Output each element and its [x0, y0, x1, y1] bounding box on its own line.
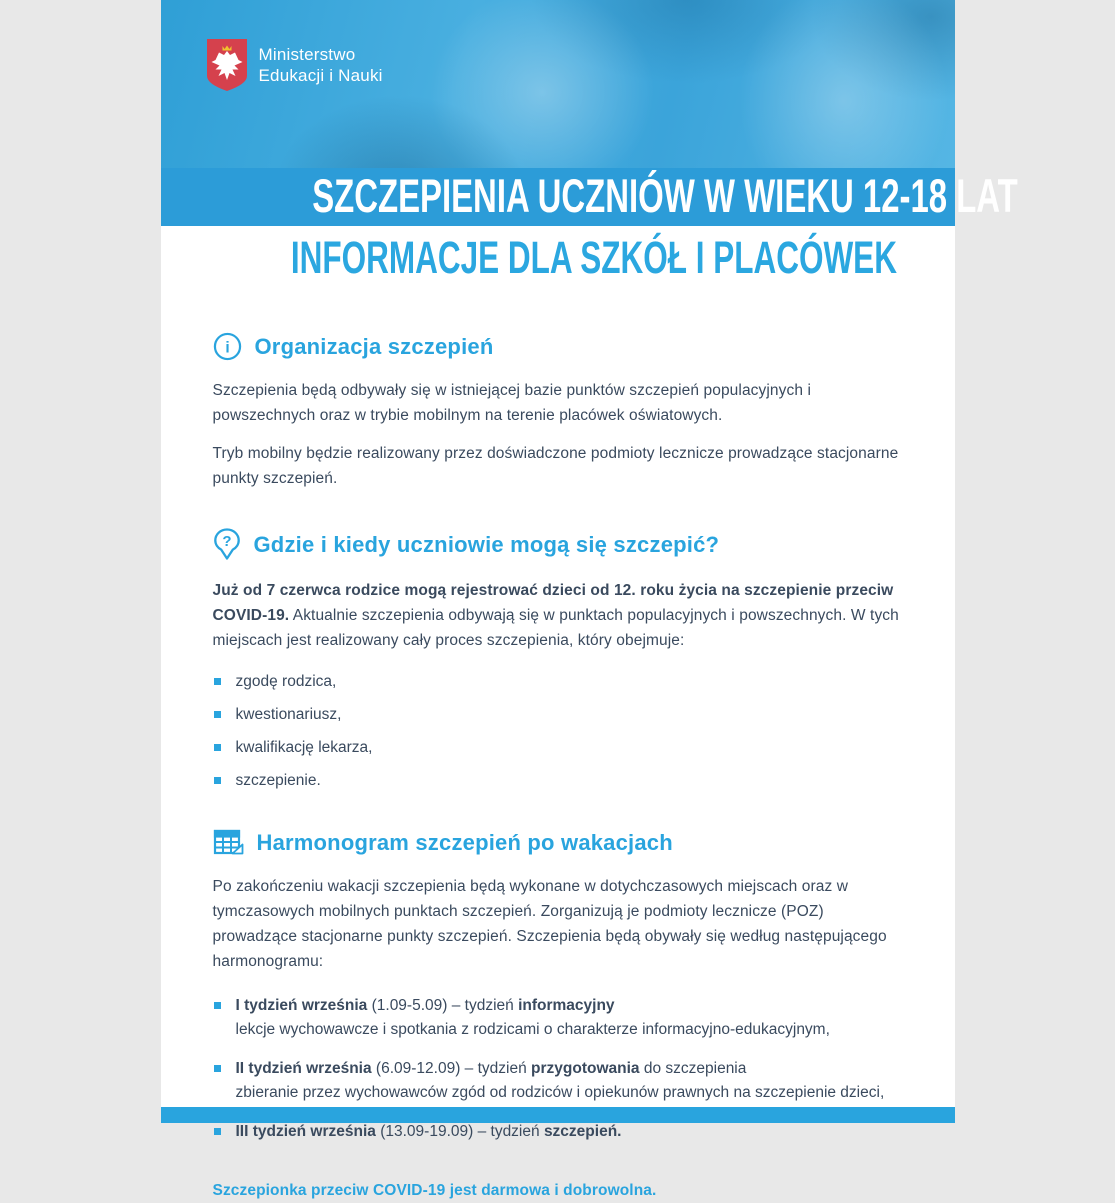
square-bullet-icon — [214, 744, 221, 751]
ministry-name — [259, 44, 383, 86]
section-gdzie-i-kiedy — [213, 528, 903, 791]
paragraph: Tryb mobilny będzie realizowany przez doświadczone podmioty lecznicze prowadzące stacjonarne punkty szczepień. — [212, 445, 899, 487]
schedule-item-line1: III tydzień września (13.09-19.09) – tydzień szczepień. — [235, 1123, 622, 1140]
section-harmonogram — [213, 828, 903, 1144]
square-bullet-icon — [214, 777, 221, 784]
list-item — [213, 738, 903, 758]
list-item — [213, 771, 903, 791]
section-heading: Gdzie i kiedy uczniowie mogą się szczepić? — [253, 531, 720, 557]
square-bullet-icon — [214, 678, 221, 685]
subtitle-band — [161, 226, 955, 288]
footer-bar — [161, 1107, 955, 1123]
closing-statement: Szczepionka przeciw COVID-19 jest darmowa i dobrowolna. — [212, 1182, 657, 1199]
info-icon — [213, 332, 242, 361]
section-harmonogram-header — [213, 828, 903, 857]
paragraph: Szczepienia będą odbywały się w istniejącej bazie punktów szczepień populacyjnych i powszechnych oraz w trybie mobilnym na terenie placówek oświatowych. — [212, 382, 811, 424]
list-item — [213, 705, 903, 725]
list-item-label: zgodę rodzica, — [235, 673, 337, 690]
svg-text:?: ? — [221, 533, 232, 550]
section-heading: Harmonogram szczepień po wakacjach — [256, 829, 673, 855]
schedule-item-line1: I tydzień września (1.09-5.09) – tydzień informacyjny — [235, 997, 615, 1014]
list-item-label: szczepienie. — [235, 772, 321, 789]
square-bullet-icon — [214, 1128, 221, 1135]
section-heading: Organizacja szczepień — [254, 333, 494, 359]
main-content — [161, 288, 955, 1203]
list-item — [213, 672, 903, 692]
ministry-logo — [206, 39, 383, 91]
schedule-item-line2: lekcje wychowawcze i spotkania z rodzicami o charakterze informacyjno-edukacyjnym, — [235, 1021, 830, 1038]
hero-photo — [161, 0, 955, 168]
paragraph-rich: Już od 7 czerwca rodzice mogą rejestrować dzieci od 12. roku życia na szczepienie przeciw COVID-19. Aktualnie szczepienia odbywają się w punktach populacyjnych i powszechnych. W tych miejscach jest realizowany cały proces szczepienia, który obejmuje: — [212, 582, 899, 649]
page-subtitle: INFORMACJE DLA SZKÓŁ I PLACÓWEK — [290, 232, 897, 283]
polish-eagle-emblem-icon — [206, 39, 248, 91]
ministry-name-line2: Edukacji i Nauki — [258, 66, 383, 85]
title-band — [161, 168, 1018, 226]
square-bullet-icon — [214, 1065, 221, 1072]
svg-text:i: i — [224, 339, 230, 357]
section-gdzie-header — [213, 528, 903, 561]
question-pin-icon — [213, 528, 241, 561]
list-item-label: kwalifikację lekarza, — [235, 739, 373, 756]
schedule-item — [213, 994, 903, 1042]
square-bullet-icon — [214, 711, 221, 718]
ministry-name-line1: Ministerstwo — [258, 45, 356, 64]
process-list — [213, 672, 903, 791]
schedule-item-line1: II tydzień września (6.09-12.09) – tydzień przygotowania do szczepienia — [235, 1060, 747, 1077]
header — [161, 0, 1018, 288]
list-item-label: kwestionariusz, — [235, 706, 342, 723]
schedule-table-icon — [213, 828, 244, 857]
page-title: SZCZEPIENIA UCZNIÓW W WIEKU 12-18 LAT — [311, 169, 1018, 222]
section-organizacja-header — [213, 332, 903, 361]
paragraph: Po zakończeniu wakacji szczepienia będą wykonane w dotychczasowych miejscach oraz w tymczasowych mobilnych punktach szczepień. Zorganizują je podmioty lecznicze (POZ) prowadzące stacjonarne punkty szczepień. Szczepienia będą obywały się według następującego harmonogramu: — [212, 878, 887, 970]
schedule-item — [213, 1120, 903, 1144]
schedule-item — [213, 1057, 903, 1105]
section-organizacja — [213, 332, 903, 491]
square-bullet-icon — [214, 1002, 221, 1009]
schedule-item-line2: zbieranie przez wychowawców zgód od rodziców i opiekunów prawnych na szczepienie dzieci, — [235, 1084, 885, 1101]
poster-page — [161, 0, 1018, 1199]
